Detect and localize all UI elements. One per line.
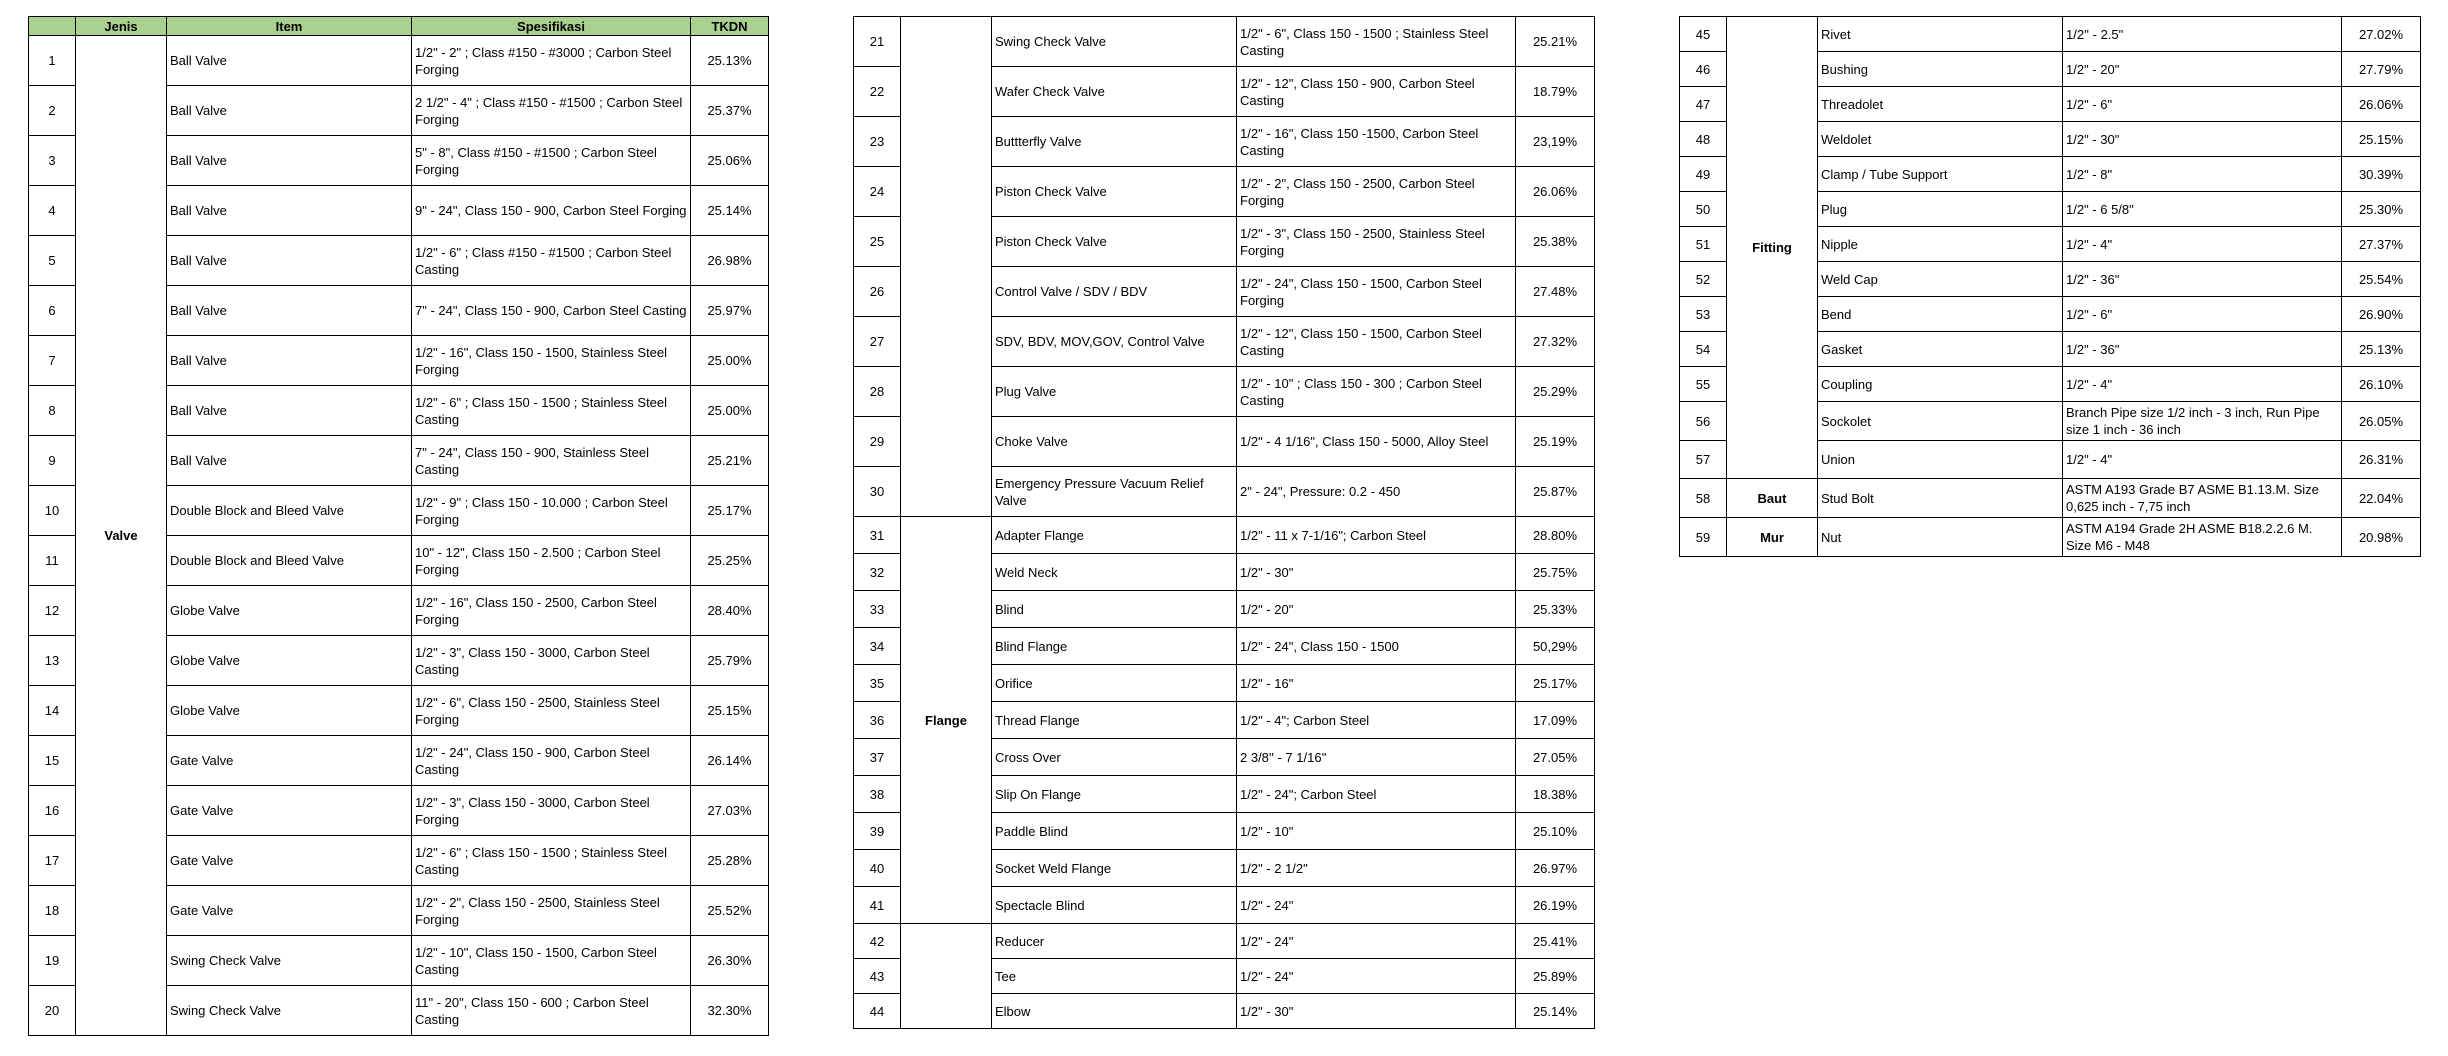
item-cell: Globe Valve xyxy=(167,686,412,736)
row-number: 54 xyxy=(1680,332,1727,367)
spesifikasi-cell: 1/2" - 9" ; Class 150 - 10.000 ; Carbon Steel Forging xyxy=(412,486,691,536)
spesifikasi-cell: 1/2" - 10" ; Class 150 - 300 ; Carbon Steel Casting xyxy=(1237,367,1516,417)
item-cell: Rivet xyxy=(1818,17,2063,52)
row-number: 4 xyxy=(29,186,76,236)
row-number: 2 xyxy=(29,86,76,136)
row-number: 18 xyxy=(29,886,76,936)
row-number: 31 xyxy=(854,517,901,554)
row-number: 35 xyxy=(854,665,901,702)
spesifikasi-cell: 1/2" - 30" xyxy=(1237,554,1516,591)
tkdn-cell: 27.79% xyxy=(2342,52,2421,87)
tkdn-cell: 17.09% xyxy=(1516,702,1595,739)
tkdn-cell: 26.10% xyxy=(2342,367,2421,402)
spesifikasi-cell: 1/2" - 2", Class 150 - 2500, Stainless Steel Forging xyxy=(412,886,691,936)
item-cell: Weldolet xyxy=(1818,122,2063,157)
item-cell: Blind xyxy=(992,591,1237,628)
fitting-table-part-3 xyxy=(1679,16,2421,557)
item-cell: Ball Valve xyxy=(167,86,412,136)
tkdn-cell: 23,19% xyxy=(1516,117,1595,167)
row-number: 41 xyxy=(854,887,901,924)
spesifikasi-cell: 2 1/2" - 4" ; Class #150 - #1500 ; Carbon Steel Forging xyxy=(412,86,691,136)
tkdn-cell: 25.97% xyxy=(691,286,769,336)
row-number: 16 xyxy=(29,786,76,836)
table-row xyxy=(854,924,1595,959)
tkdn-cell: 26.05% xyxy=(2342,402,2421,441)
tkdn-cell: 25.19% xyxy=(1516,417,1595,467)
spesifikasi-cell: 1/2" - 24" xyxy=(1237,959,1516,994)
tkdn-cell: 25.06% xyxy=(691,136,769,186)
tkdn-cell: 18.79% xyxy=(1516,67,1595,117)
spesifikasi-cell: 1/2" - 6", Class 150 - 1500 ; Stainless Steel Casting xyxy=(1237,17,1516,67)
tkdn-cell: 26.98% xyxy=(691,236,769,286)
tkdn-cell: 26.30% xyxy=(691,936,769,986)
jenis-cell: Fitting xyxy=(1727,17,1818,479)
row-number: 49 xyxy=(1680,157,1727,192)
item-cell: Cross Over xyxy=(992,739,1237,776)
item-cell: Union xyxy=(1818,441,2063,479)
tkdn-cell: 26.14% xyxy=(691,736,769,786)
tkdn-cell: 25.28% xyxy=(691,836,769,886)
jenis-cell: Flange xyxy=(901,517,992,924)
spesifikasi-cell: 1/2" - 24", Class 150 - 900, Carbon Steel Casting xyxy=(412,736,691,786)
item-cell: SDV, BDV, MOV,GOV, Control Valve xyxy=(992,317,1237,367)
item-cell: Buttterfly Valve xyxy=(992,117,1237,167)
spesifikasi-cell: 1/2" - 30" xyxy=(1237,994,1516,1029)
item-cell: Ball Valve xyxy=(167,236,412,286)
table-row xyxy=(29,36,769,86)
spesifikasi-cell: 10" - 12", Class 150 - 2.500 ; Carbon Steel Forging xyxy=(412,536,691,586)
row-number: 39 xyxy=(854,813,901,850)
item-cell: Gate Valve xyxy=(167,786,412,836)
tkdn-cell: 25.30% xyxy=(2342,192,2421,227)
row-number: 11 xyxy=(29,536,76,586)
spesifikasi-cell: 1/2" - 30" xyxy=(2063,122,2342,157)
row-number: 33 xyxy=(854,591,901,628)
spesifikasi-cell: 1/2" - 2 1/2" xyxy=(1237,850,1516,887)
row-number: 10 xyxy=(29,486,76,536)
row-number: 19 xyxy=(29,936,76,986)
spesifikasi-cell: 9" - 24", Class 150 - 900, Carbon Steel Forging xyxy=(412,186,691,236)
item-cell: Ball Valve xyxy=(167,336,412,386)
item-cell: Plug Valve xyxy=(992,367,1237,417)
tkdn-cell: 25.00% xyxy=(691,336,769,386)
spesifikasi-cell: 1/2" - 24" xyxy=(1237,887,1516,924)
item-cell: Emergency Pressure Vacuum Relief Valve xyxy=(992,467,1237,517)
row-number: 38 xyxy=(854,776,901,813)
spesifikasi-cell: 1/2" - 6" xyxy=(2063,87,2342,122)
jenis-cell: Valve xyxy=(76,36,167,1036)
jenis-cell xyxy=(901,924,992,1029)
row-number: 21 xyxy=(854,17,901,67)
spesifikasi-cell: 1/2" - 6" ; Class 150 - 1500 ; Stainless Steel Casting xyxy=(412,386,691,436)
row-number: 59 xyxy=(1680,518,1727,557)
tkdn-cell: 25.25% xyxy=(691,536,769,586)
row-number: 40 xyxy=(854,850,901,887)
item-cell: Nipple xyxy=(1818,227,2063,262)
row-number: 45 xyxy=(1680,17,1727,52)
spesifikasi-cell: 1/2" - 16" xyxy=(1237,665,1516,702)
item-cell: Control Valve / SDV / BDV xyxy=(992,267,1237,317)
row-number: 1 xyxy=(29,36,76,86)
item-cell: Ball Valve xyxy=(167,386,412,436)
row-number: 37 xyxy=(854,739,901,776)
row-number: 14 xyxy=(29,686,76,736)
row-number: 9 xyxy=(29,436,76,486)
tkdn-cell: 25.14% xyxy=(1516,994,1595,1029)
spesifikasi-cell: 1/2" - 4" xyxy=(2063,441,2342,479)
row-number: 48 xyxy=(1680,122,1727,157)
item-cell: Gate Valve xyxy=(167,736,412,786)
spesifikasi-cell: 1/2" - 36" xyxy=(2063,262,2342,297)
spesifikasi-cell: 1/2" - 24", Class 150 - 1500, Carbon Steel Forging xyxy=(1237,267,1516,317)
item-cell: Ball Valve xyxy=(167,36,412,86)
row-number: 13 xyxy=(29,636,76,686)
item-cell: Globe Valve xyxy=(167,636,412,686)
row-number: 23 xyxy=(854,117,901,167)
spesifikasi-cell: 1/2'' - 2.5" xyxy=(2063,17,2342,52)
tkdn-cell: 25.87% xyxy=(1516,467,1595,517)
row-number: 50 xyxy=(1680,192,1727,227)
row-number: 3 xyxy=(29,136,76,186)
spesifikasi-cell: 1/2" - 3", Class 150 - 2500, Stainless Steel Forging xyxy=(1237,217,1516,267)
item-cell: Tee xyxy=(992,959,1237,994)
item-cell: Ball Valve xyxy=(167,286,412,336)
tkdn-cell: 32.30% xyxy=(691,986,769,1036)
row-number: 42 xyxy=(854,924,901,959)
item-cell: Reducer xyxy=(992,924,1237,959)
spesifikasi-cell: 1/2" - 4"; Carbon Steel xyxy=(1237,702,1516,739)
tkdn-cell: 50,29% xyxy=(1516,628,1595,665)
spesifikasi-cell: 1/2" - 6" xyxy=(2063,297,2342,332)
spesifikasi-cell: 1/2" - 36" xyxy=(2063,332,2342,367)
item-cell: Globe Valve xyxy=(167,586,412,636)
row-number: 8 xyxy=(29,386,76,436)
item-cell: Wafer Check Valve xyxy=(992,67,1237,117)
tkdn-cell: 27.48% xyxy=(1516,267,1595,317)
tkdn-cell: 25.79% xyxy=(691,636,769,686)
item-cell: Gate Valve xyxy=(167,836,412,886)
table-row xyxy=(1680,17,2421,52)
item-cell: Piston Check Valve xyxy=(992,167,1237,217)
row-number: 6 xyxy=(29,286,76,336)
row-number: 32 xyxy=(854,554,901,591)
tkdn-cell: 27.02% xyxy=(2342,17,2421,52)
spesifikasi-cell: 1/2" - 2", Class 150 - 2500, Carbon Steel Forging xyxy=(1237,167,1516,217)
row-number: 26 xyxy=(854,267,901,317)
tkdn-cell: 27.37% xyxy=(2342,227,2421,262)
row-number: 5 xyxy=(29,236,76,286)
jenis-cell xyxy=(901,17,992,517)
tkdn-cell: 25.41% xyxy=(1516,924,1595,959)
row-number: 25 xyxy=(854,217,901,267)
item-cell: Weld Cap xyxy=(1818,262,2063,297)
spesifikasi-cell: Branch Pipe size 1/2 inch - 3 inch, Run Pipe size 1 inch - 36 inch xyxy=(2063,402,2342,441)
tkdn-cell: 26.97% xyxy=(1516,850,1595,887)
item-cell: Gasket xyxy=(1818,332,2063,367)
tkdn-cell: 25.75% xyxy=(1516,554,1595,591)
row-number: 57 xyxy=(1680,441,1727,479)
item-cell: Bushing xyxy=(1818,52,2063,87)
item-cell: Adapter Flange xyxy=(992,517,1237,554)
tkdn-cell: 25.21% xyxy=(691,436,769,486)
tkdn-cell: 22.04% xyxy=(2342,479,2421,518)
spesifikasi-cell: 1/2" - 24", Class 150 - 1500 xyxy=(1237,628,1516,665)
item-cell: Slip On Flange xyxy=(992,776,1237,813)
row-number: 55 xyxy=(1680,367,1727,402)
row-number: 36 xyxy=(854,702,901,739)
tkdn-cell: 25.10% xyxy=(1516,813,1595,850)
tkdn-cell: 27.05% xyxy=(1516,739,1595,776)
tkdn-cell: 27.03% xyxy=(691,786,769,836)
item-cell: Weld Neck xyxy=(992,554,1237,591)
spesifikasi-cell: 1/2" - 6", Class 150 - 2500, Stainless Steel Forging xyxy=(412,686,691,736)
row-number: 53 xyxy=(1680,297,1727,332)
spesifikasi-cell: 1/2" - 6" ; Class #150 - #1500 ; Carbon Steel Casting xyxy=(412,236,691,286)
spesifikasi-cell: 1/2" - 3", Class 150 - 3000, Carbon Steel Forging xyxy=(412,786,691,836)
spesifikasi-cell: 1/2" - 4 1/16", Class 150 - 5000, Alloy Steel xyxy=(1237,417,1516,467)
item-cell: Socket Weld Flange xyxy=(992,850,1237,887)
item-cell: Blind Flange xyxy=(992,628,1237,665)
spesifikasi-cell: 1/2" - 24"; Carbon Steel xyxy=(1237,776,1516,813)
header-spesifikasi: Spesifikasi xyxy=(412,17,691,36)
row-number: 20 xyxy=(29,986,76,1036)
tkdn-cell: 25.52% xyxy=(691,886,769,936)
row-number: 29 xyxy=(854,417,901,467)
header-row xyxy=(29,17,769,36)
row-number: 15 xyxy=(29,736,76,786)
item-cell: Swing Check Valve xyxy=(992,17,1237,67)
spesifikasi-cell: 1/2" - 4" xyxy=(2063,367,2342,402)
row-number: 43 xyxy=(854,959,901,994)
header-tkdn: TKDN xyxy=(691,17,769,36)
item-cell: Elbow xyxy=(992,994,1237,1029)
tkdn-cell: 25.21% xyxy=(1516,17,1595,67)
tkdn-cell: 25.37% xyxy=(691,86,769,136)
item-cell: Swing Check Valve xyxy=(167,986,412,1036)
item-cell: Paddle Blind xyxy=(992,813,1237,850)
spesifikasi-cell: 1/2" - 16", Class 150 -1500, Carbon Steel Casting xyxy=(1237,117,1516,167)
spesifikasi-cell: 1/2" - 20" xyxy=(2063,52,2342,87)
tkdn-cell: 25.15% xyxy=(691,686,769,736)
tkdn-cell: 25.54% xyxy=(2342,262,2421,297)
spesifikasi-cell: 1/2" - 12", Class 150 - 900, Carbon Steel Casting xyxy=(1237,67,1516,117)
spesifikasi-cell: 1/2" - 10", Class 150 - 1500, Carbon Steel Casting xyxy=(412,936,691,986)
tkdn-cell: 27.32% xyxy=(1516,317,1595,367)
spesifikasi-cell: ASTM A194 Grade 2H ASME B18.2.2.6 M. Size M6 - M48 xyxy=(2063,518,2342,557)
item-cell: Spectacle Blind xyxy=(992,887,1237,924)
spesifikasi-cell: 1/2" - 16", Class 150 - 1500, Stainless Steel Forging xyxy=(412,336,691,386)
spesifikasi-cell: 2 3/8'' - 7 1/16'' xyxy=(1237,739,1516,776)
spesifikasi-cell: 1/2" - 11 x 7-1/16"; Carbon Steel xyxy=(1237,517,1516,554)
row-number: 12 xyxy=(29,586,76,636)
row-number: 24 xyxy=(854,167,901,217)
item-cell: Swing Check Valve xyxy=(167,936,412,986)
spesifikasi-cell: 1/2" - 10" xyxy=(1237,813,1516,850)
item-cell: Stud Bolt xyxy=(1818,479,2063,518)
tkdn-cell: 25.13% xyxy=(2342,332,2421,367)
jenis-cell: Baut xyxy=(1727,479,1818,518)
tkdn-cell: 28.80% xyxy=(1516,517,1595,554)
spesifikasi-cell: ASTM A193 Grade B7 ASME B1.13.M. Size 0,625 inch - 7,75 inch xyxy=(2063,479,2342,518)
row-number: 34 xyxy=(854,628,901,665)
tkdn-cell: 26.06% xyxy=(1516,167,1595,217)
tkdn-cell: 25.17% xyxy=(1516,665,1595,702)
item-cell: Ball Valve xyxy=(167,136,412,186)
spesifikasi-cell: 1/2" - 2" ; Class #150 - #3000 ; Carbon Steel Forging xyxy=(412,36,691,86)
tkdn-cell: 26.90% xyxy=(2342,297,2421,332)
row-number: 52 xyxy=(1680,262,1727,297)
item-cell: Choke Valve xyxy=(992,417,1237,467)
row-number: 17 xyxy=(29,836,76,886)
row-number: 51 xyxy=(1680,227,1727,262)
valve-table-part-1 xyxy=(28,16,769,1036)
tkdn-cell: 25.14% xyxy=(691,186,769,236)
item-cell: Plug xyxy=(1818,192,2063,227)
spesifikasi-cell: 2" - 24", Pressure: 0.2 - 450 xyxy=(1237,467,1516,517)
item-cell: Clamp / Tube Support xyxy=(1818,157,2063,192)
header-jenis: Jenis xyxy=(76,17,167,36)
spesifikasi-cell: 1/2" - 8" xyxy=(2063,157,2342,192)
item-cell: Sockolet xyxy=(1818,402,2063,441)
spesifikasi-cell: 1/2" - 20" xyxy=(1237,591,1516,628)
item-cell: Orifice xyxy=(992,665,1237,702)
spesifikasi-cell: 1/2" - 6" ; Class 150 - 1500 ; Stainless Steel Casting xyxy=(412,836,691,886)
tkdn-cell: 25.13% xyxy=(691,36,769,86)
spesifikasi-cell: 5" - 8", Class #150 - #1500 ; Carbon Steel Forging xyxy=(412,136,691,186)
header-no xyxy=(29,17,76,36)
spesifikasi-cell: 1/2" - 12", Class 150 - 1500, Carbon Steel Casting xyxy=(1237,317,1516,367)
item-cell: Bend xyxy=(1818,297,2063,332)
row-number: 56 xyxy=(1680,402,1727,441)
spesifikasi-cell: 1/2" - 24" xyxy=(1237,924,1516,959)
item-cell: Piston Check Valve xyxy=(992,217,1237,267)
tkdn-cell: 20.98% xyxy=(2342,518,2421,557)
item-cell: Ball Valve xyxy=(167,186,412,236)
item-cell: Ball Valve xyxy=(167,436,412,486)
tkdn-cell: 25.15% xyxy=(2342,122,2421,157)
tkdn-cell: 26.06% xyxy=(2342,87,2421,122)
tkdn-cell: 25.89% xyxy=(1516,959,1595,994)
tkdn-cell: 26.19% xyxy=(1516,887,1595,924)
item-cell: Double Block and Bleed Valve xyxy=(167,536,412,586)
row-number: 47 xyxy=(1680,87,1727,122)
row-number: 44 xyxy=(854,994,901,1029)
tkdn-cell: 25.00% xyxy=(691,386,769,436)
item-cell: Thread Flange xyxy=(992,702,1237,739)
table-row xyxy=(854,517,1595,554)
row-number: 22 xyxy=(854,67,901,117)
table-row xyxy=(1680,479,2421,518)
row-number: 30 xyxy=(854,467,901,517)
item-cell: Gate Valve xyxy=(167,886,412,936)
row-number: 7 xyxy=(29,336,76,386)
header-item: Item xyxy=(167,17,412,36)
item-cell: Double Block and Bleed Valve xyxy=(167,486,412,536)
tkdn-cell: 25.38% xyxy=(1516,217,1595,267)
row-number: 28 xyxy=(854,367,901,417)
table-row xyxy=(854,17,1595,67)
jenis-cell: Mur xyxy=(1727,518,1818,557)
spesifikasi-cell: 11" - 20", Class 150 - 600 ; Carbon Steel Casting xyxy=(412,986,691,1036)
row-number: 46 xyxy=(1680,52,1727,87)
tkdn-cell: 26.31% xyxy=(2342,441,2421,479)
spesifikasi-cell: 7" - 24", Class 150 - 900, Carbon Steel Casting xyxy=(412,286,691,336)
spesifikasi-cell: 7" - 24", Class 150 - 900, Stainless Steel Casting xyxy=(412,436,691,486)
spesifikasi-cell: 1/2" - 16", Class 150 - 2500, Carbon Steel Forging xyxy=(412,586,691,636)
tkdn-cell: 25.33% xyxy=(1516,591,1595,628)
spesifikasi-cell: 1/2" - 3", Class 150 - 3000, Carbon Steel Casting xyxy=(412,636,691,686)
tkdn-cell: 30.39% xyxy=(2342,157,2421,192)
valve-flange-table-part-2 xyxy=(853,16,1595,1029)
item-cell: Threadolet xyxy=(1818,87,2063,122)
row-number: 58 xyxy=(1680,479,1727,518)
tkdn-cell: 18.38% xyxy=(1516,776,1595,813)
tkdn-cell: 28.40% xyxy=(691,586,769,636)
item-cell: Coupling xyxy=(1818,367,2063,402)
row-number: 27 xyxy=(854,317,901,367)
spesifikasi-cell: 1/2" - 6 5/8" xyxy=(2063,192,2342,227)
item-cell: Nut xyxy=(1818,518,2063,557)
tkdn-cell: 25.17% xyxy=(691,486,769,536)
spesifikasi-cell: 1/2" - 4" xyxy=(2063,227,2342,262)
table-row xyxy=(1680,518,2421,557)
tkdn-cell: 25.29% xyxy=(1516,367,1595,417)
